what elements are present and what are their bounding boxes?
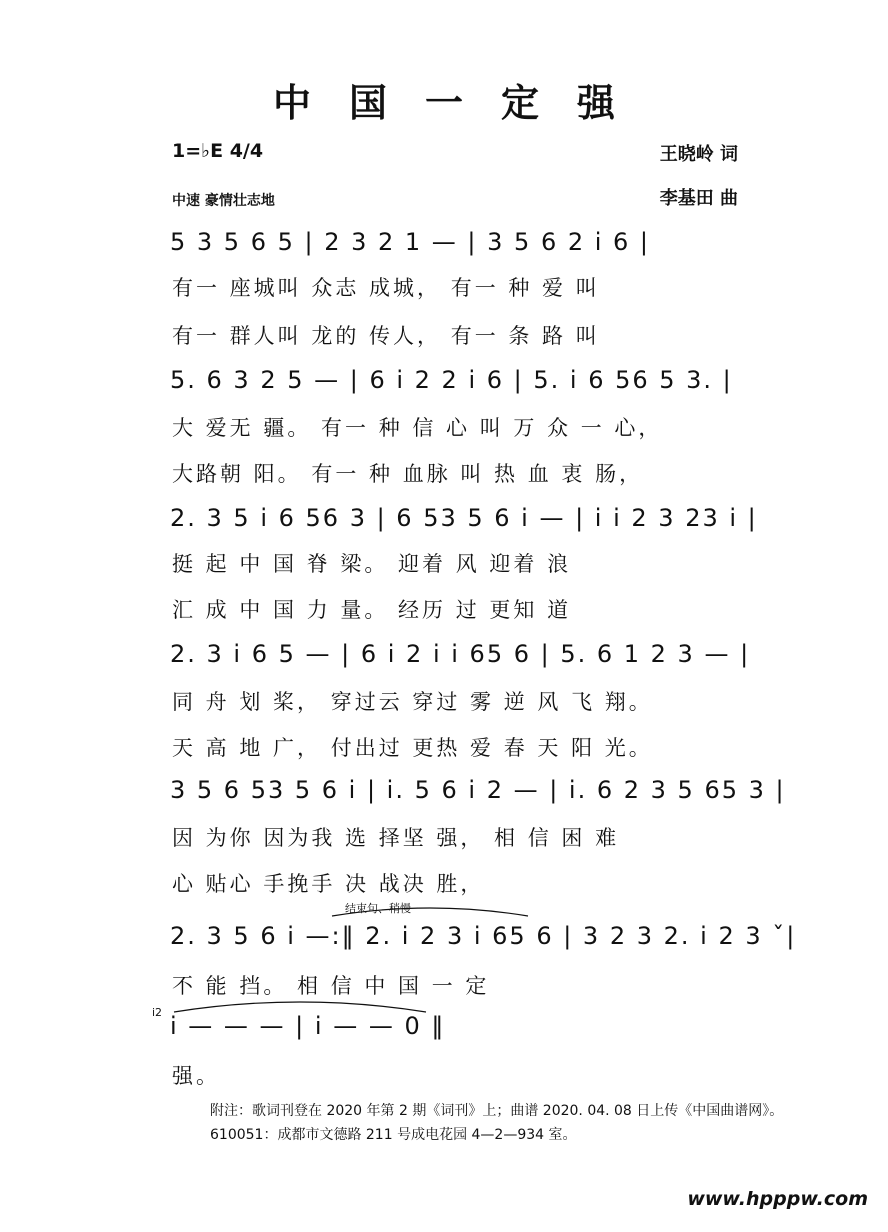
lyric-line-2b: 大路朝 阳。 有一 种 血脉 叫 热 血 衷 肠， (172, 462, 644, 486)
notation-line-4: 2. 3 i 6 5 — | 6 i 2 i i 65 6 | 5. 6 1 2 3 — | (170, 640, 751, 668)
lyric-line-1a: 有一 座城叫 众志 成城， 有一 种 爱 叫 (172, 276, 600, 300)
footnote-publication: 附注：歌词刊登在 2020 年第 2 期《词刊》上；曲谱 2020. 04. 08 日上传《中国曲谱网》。 (210, 1103, 784, 1119)
lyricist-credit: 王晓岭 词 (659, 144, 738, 165)
notation-line-5: 3 5 6 53 5 6 i | i. 5 6 i 2 — | i. 6 2 3 5 65 3 | (170, 776, 786, 804)
lyric-line-5a: 因 为你 因为我 选 择坚 强， 相 信 困 难 (172, 826, 620, 850)
lyric-line-5b: 心 贴心 手挽手 决 战决 胜， (172, 872, 485, 896)
notation-line-1: 5 3 5 6 5 | 2 3 2 1 — | 3 5 6 2 i 6 | (170, 228, 651, 256)
footnote-address: 610051：成都市文德路 211 号成电花园 4—2—934 室。 (210, 1127, 577, 1143)
lyric-line-4b: 天 高 地 广， 付出过 更热 爱 春 天 阳 光。 (172, 736, 653, 760)
lyric-line-1b: 有一 群人叫 龙的 传人， 有一 条 路 叫 (172, 324, 600, 348)
lyric-line-3b: 汇 成 中 国 力 量。 经历 过 更知 道 (172, 598, 572, 622)
lyric-line-4a: 同 舟 划 桨， 穿过云 穿过 雾 逆 风 飞 翔。 (172, 690, 653, 714)
notation-line-6: 2. 3 5 6 i —:‖ 2. i 2 3 i 65 6 | 3 2 3 2. i 2 3 ˇ| (170, 922, 797, 950)
notation-line-2: 5. 6 3 2 5 — | 6 i 2 2 i 6 | 5. i 6 56 5 3. | (170, 366, 733, 394)
notation-line-7: i — — — | i — — 0 ‖ (170, 1012, 446, 1040)
tempo-marking: 中速 豪情壮志地 (172, 193, 275, 209)
notation-line-3: 2. 3 5 i 6 56 3 | 6 53 5 6 i — | i i 2 3 23 i | (170, 504, 758, 532)
key-signature: 1=♭E 4/4 (172, 140, 264, 162)
lyric-line-3a: 挺 起 中 国 脊 梁。 迎着 风 迎着 浪 (172, 552, 572, 576)
composer-credit: 李基田 曲 (659, 188, 738, 209)
lyric-line-6: 不 能 挡。 相 信 中 国 一 定 (172, 974, 490, 998)
song-title: 中国一定强 (272, 81, 653, 125)
grace-note: i2 (152, 1006, 163, 1019)
watermark: www.hpppw.com (687, 1188, 868, 1210)
lyric-line-7: 强。 (172, 1064, 220, 1088)
annotation-bracket (330, 904, 530, 918)
tempo-annotation: 结束句、稍慢 (345, 902, 411, 915)
lyric-line-2a: 大 爱无 疆。 有一 种 信 心 叫 万 众 一 心， (172, 416, 663, 440)
